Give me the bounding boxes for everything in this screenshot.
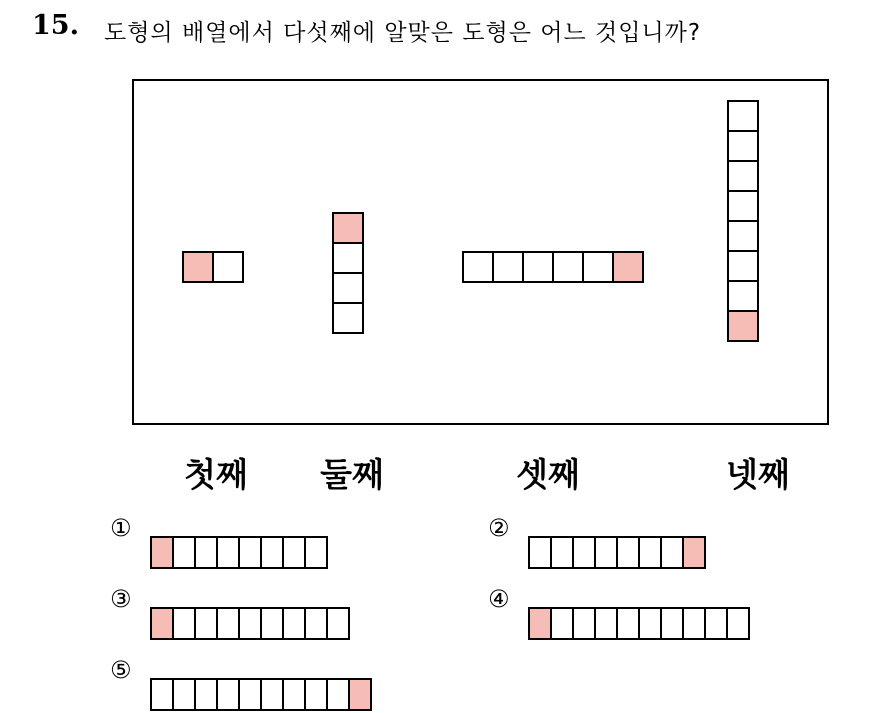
choice-1-figure[interactable]	[150, 536, 328, 569]
sequence-figure-cell	[462, 251, 494, 283]
sequence-figure-cell	[552, 251, 584, 283]
choice-figure-cell	[550, 536, 574, 569]
choice-figure-cell-highlighted	[348, 678, 372, 711]
choice-figure-cell	[216, 678, 240, 711]
choice-1-mark[interactable]: ①	[110, 514, 132, 542]
choice-figure-cell	[304, 536, 328, 569]
question-text: 도형의 배열에서 다섯째에 알맞은 도형은 어느 것입니까?	[104, 20, 702, 46]
sequence-figure-cell	[727, 190, 759, 222]
choice-figure-cell	[594, 536, 618, 569]
choice-figure-cell	[638, 607, 662, 640]
choice-figure-cell	[304, 678, 328, 711]
choice-figure-cell	[660, 536, 684, 569]
sequence-figure-fourth	[727, 100, 759, 342]
question-number: 15.	[32, 10, 79, 41]
sequence-figure-cell	[727, 280, 759, 312]
choice-figure-cell	[594, 607, 618, 640]
choice-figure-cell	[150, 678, 174, 711]
choice-2-figure[interactable]	[528, 536, 706, 569]
choice-figure-cell	[726, 607, 750, 640]
choice-figure-cell	[216, 536, 240, 569]
choice-figure-cell	[282, 678, 306, 711]
choice-figure-cell-highlighted	[682, 536, 706, 569]
choice-5-mark[interactable]: ⑤	[110, 656, 132, 684]
choice-figure-cell	[172, 607, 196, 640]
choice-figure-cell	[638, 536, 662, 569]
choice-figure-cell	[682, 607, 706, 640]
choice-figure-cell	[616, 536, 640, 569]
sequence-figure-cell-highlighted	[332, 212, 364, 244]
sequence-figure-cell	[332, 242, 364, 274]
choice-figure-cell	[304, 607, 328, 640]
choice-figure-cell	[572, 536, 596, 569]
sequence-figure-cell	[727, 220, 759, 252]
sequence-figure-cell-highlighted	[727, 310, 759, 342]
sequence-figure-first	[182, 251, 244, 283]
choice-figure-cell	[194, 536, 218, 569]
choice-figure-cell	[172, 536, 196, 569]
sequence-label-first: 첫째	[184, 455, 248, 494]
choice-figure-cell	[238, 607, 262, 640]
choice-3-mark[interactable]: ③	[110, 585, 132, 613]
sequence-figure-cell	[492, 251, 524, 283]
sequence-figure-cell	[727, 130, 759, 162]
sequence-figure-cell	[522, 251, 554, 283]
sequence-figure-cell	[582, 251, 614, 283]
sequence-label-third: 셋째	[516, 455, 580, 494]
choice-figure-cell	[172, 678, 196, 711]
sequence-label-fourth: 넷째	[726, 455, 790, 494]
choice-figure-cell-highlighted	[150, 536, 174, 569]
choice-figure-cell	[260, 678, 284, 711]
choice-4-figure[interactable]	[528, 607, 750, 640]
choice-figure-cell-highlighted	[150, 607, 174, 640]
choice-2-mark[interactable]: ②	[488, 514, 510, 542]
sequence-figure-cell-highlighted	[182, 251, 214, 283]
choice-figure-cell	[660, 607, 684, 640]
sequence-figure-cell	[727, 100, 759, 132]
choice-5-figure[interactable]	[150, 678, 372, 711]
sequence-figure-cell-highlighted	[612, 251, 644, 283]
sequence-figure-cell	[727, 160, 759, 192]
sequence-label-second: 둘째	[320, 455, 384, 494]
choice-figure-cell	[194, 678, 218, 711]
choice-figure-cell	[326, 607, 350, 640]
sequence-figure-cell	[727, 250, 759, 282]
choice-figure-cell	[616, 607, 640, 640]
choice-figure-cell	[194, 607, 218, 640]
sequence-figure-cell	[212, 251, 244, 283]
choice-figure-cell	[550, 607, 574, 640]
sequence-figure-cell	[332, 272, 364, 304]
choice-figure-cell-highlighted	[528, 607, 552, 640]
sequence-figure-second	[332, 212, 364, 334]
choice-figure-cell	[528, 536, 552, 569]
choice-figure-cell	[326, 678, 350, 711]
choice-4-mark[interactable]: ④	[488, 585, 510, 613]
choice-figure-cell	[282, 536, 306, 569]
choice-figure-cell	[238, 678, 262, 711]
sequence-figure-cell	[332, 302, 364, 334]
choice-figure-cell	[238, 536, 262, 569]
choice-figure-cell	[216, 607, 240, 640]
choice-figure-cell	[260, 536, 284, 569]
choice-figure-cell	[260, 607, 284, 640]
choice-figure-cell	[282, 607, 306, 640]
choice-figure-cell	[704, 607, 728, 640]
sequence-figure-third	[462, 251, 644, 283]
choice-3-figure[interactable]	[150, 607, 350, 640]
choice-figure-cell	[572, 607, 596, 640]
pattern-frame	[132, 79, 829, 494]
